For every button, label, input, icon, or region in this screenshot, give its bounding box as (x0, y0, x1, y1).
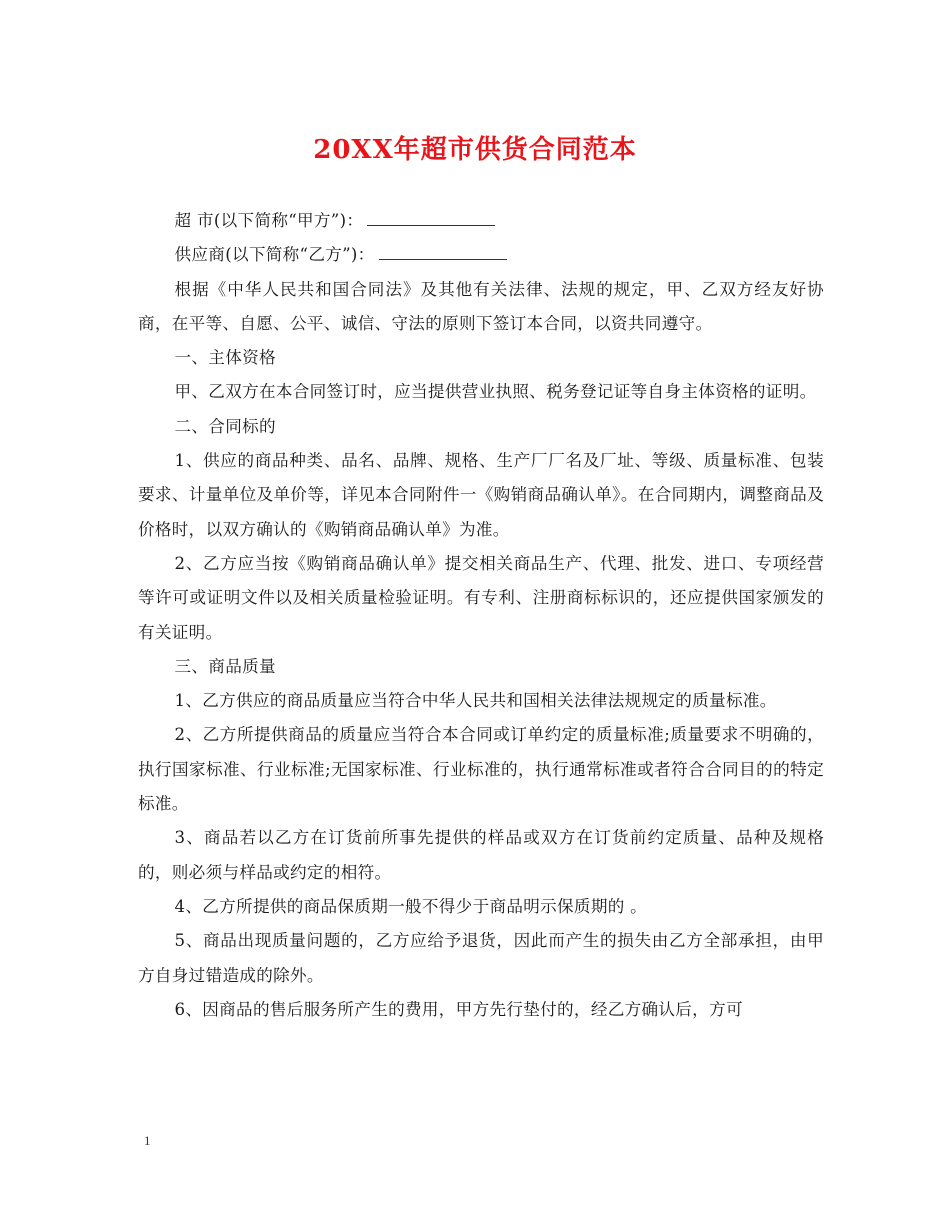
party-a-blank (367, 210, 495, 226)
paragraph: 根据《中华人民共和国合同法》及其他有关法律、法规的规定，甲、乙双方经友好协商，在平等、自愿、公平、诚信、守法的原则下签订本合同，以资共同遵守。 (138, 279, 824, 333)
document-body (138, 204, 824, 1027)
document-title: 20XX年超市供货合同范本 (313, 135, 637, 165)
party-a-label: 超 市(以下简称“甲方”)： (174, 211, 364, 230)
section-heading: 三、商品质量 (174, 656, 276, 676)
paragraph: 6、因商品的售后服务所产生的费用，甲方先行垫付的，经乙方确认后，方可 (174, 999, 743, 1019)
party-b-label: 供应商(以下简称“乙方”)： (174, 245, 375, 265)
section-heading: 二、合同标的 (174, 416, 276, 436)
paragraph: 甲、乙双方在本合同签订时，应当提供营业执照、税务登记证等自身主体资格的证明。 (174, 382, 817, 402)
paragraph: 3、商品若以乙方在订货前所事先提供的样品或双方在订货前约定质量、品种及规格的，则必须与样品或约定的相符。 (138, 828, 824, 882)
section-heading: 一、主体资格 (174, 348, 276, 368)
party-b-blank (379, 244, 507, 260)
paragraph: 1、乙方供应的商品质量应当符合中华人民共和国相关法律法规规定的质量标准。 (174, 691, 777, 711)
paragraph: 1、供应的商品种类、品名、品牌、规格、生产厂厂名及厂址、等级、质量标准、包装要求、计量单位及单价等，详见本合同附件一《购销商品确认单》。在合同期内，调整商品及价格时，以双方确认的《购销商品确认单》为准。 (138, 451, 824, 539)
page-number: 1 (144, 1133, 151, 1148)
paragraph: 5、商品出现质量问题的，乙方应给予退货，因此而产生的损失由乙方全部承担，由甲方自身过错造成的除外。 (138, 931, 824, 985)
paragraph: 4、乙方所提供的商品保质期一般不得少于商品明示保质期的 。 (174, 896, 648, 916)
paragraph: 2、乙方应当按《购销商品确认单》提交相关商品生产、代理、批发、进口、专项经营等许可或证明文件以及相关质量检验证明。有专利、注册商标标识的，还应提供国家颁发的有关证明。 (138, 553, 824, 642)
party-b-line (138, 238, 824, 272)
paragraph: 2、乙方所提供商品的质量应当符合本合同或订单约定的质量标准;质量要求不明确的，执行国家标准、行业标准;无国家标准、行业标准的，执行通常标准或者符合合同目的的特定标准。 (138, 725, 824, 814)
party-a-line (138, 204, 824, 238)
